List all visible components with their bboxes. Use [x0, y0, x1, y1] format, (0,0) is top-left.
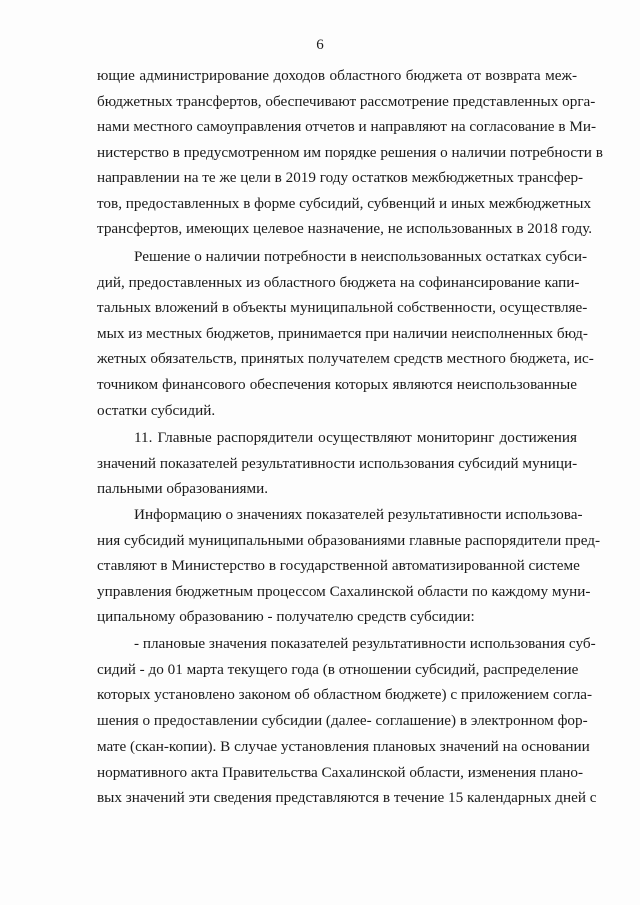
text-line: бюджетных трансфертов, обеспечивают рассмотрение представленных орга-: [97, 92, 596, 110]
text-line: Информацию о значениях показателей результативности использова-: [134, 506, 583, 523]
text-line: которых установлено законом об областном бюджете) с приложением согла-: [97, 686, 593, 704]
text-line: 11. Главные распорядители осуществляют мониторинг достижения: [134, 429, 577, 446]
text-line: мате (скан-копии). В случае установления плановых значений на основании: [97, 737, 590, 755]
text-line: значений показателей результативности использования субсидий муници-: [97, 454, 578, 472]
paragraph-clause-11-monitoring: [97, 425, 577, 502]
text-line: ципальному образованию - получателю средств субсидии:: [97, 608, 475, 626]
paragraph-returns-review: [97, 63, 603, 242]
text-line: вых значений эти сведения представляются в течение 15 календарных дней с: [97, 789, 597, 807]
text-line: Решение о наличии потребности в неиспользованных остатках субси-: [134, 248, 587, 265]
text-line: управления бюджетным процессом Сахалинской области по каждому муни-: [97, 582, 591, 600]
paragraph-unused-balances-decision: [97, 244, 594, 423]
text-line: точником финансового обеспечения которых являются неиспользованные: [97, 375, 577, 393]
text-line: тов, предоставленных в форме субсидий, субвенций и иных межбюджетных: [97, 194, 592, 212]
text-line: ния субсидий муниципальными образованиями главные распорядители пред-: [97, 531, 601, 549]
text-line: шения о предоставлении субсидии (далее- соглашение) в электронном фор-: [97, 712, 588, 730]
text-line: нормативного акта Правительства Сахалинской области, изменения плано-: [97, 763, 584, 781]
text-line: жетных обязательств, принятых получателем средств местного бюджета, ис-: [97, 350, 594, 368]
text-line: ющие администрирование доходов областного бюджета от возврата меж-: [97, 67, 577, 84]
paragraph-indicator-reporting: [97, 502, 601, 630]
text-line: пальными образованиями.: [97, 480, 269, 497]
text-line: мых из местных бюджетов, принимается при наличии неисполненных бюд-: [97, 324, 588, 342]
text-line: остатки субсидий.: [97, 401, 216, 419]
page-number: 6: [316, 37, 324, 53]
text-line: - плановые значения показателей результативности использования суб-: [134, 635, 596, 652]
text-line: трансфертов, имеющих целевое назначение, не использованных в 2018 году.: [97, 220, 593, 237]
text-line: дий, предоставленных из областного бюджета на софинансирование капи-: [97, 273, 580, 291]
text-line: направлении на те же цели в 2019 году остатков межбюджетных трансфер-: [97, 169, 584, 186]
text-line: нами местного самоуправления отчетов и направляют на согласование в Ми-: [97, 118, 597, 135]
text-line: ставляют в Министерство в государственной автоматизированной системе: [97, 557, 580, 575]
text-line: нистерство в предусмотренном им порядке решения о наличии потребности в: [97, 143, 603, 161]
list-item-planned-values: [97, 631, 597, 811]
text-line: сидий - до 01 марта текущего года (в отношении субсидий, распределение: [97, 660, 579, 678]
text-line: тальных вложений в объекты муниципальной собственности, осуществляе-: [97, 299, 588, 317]
